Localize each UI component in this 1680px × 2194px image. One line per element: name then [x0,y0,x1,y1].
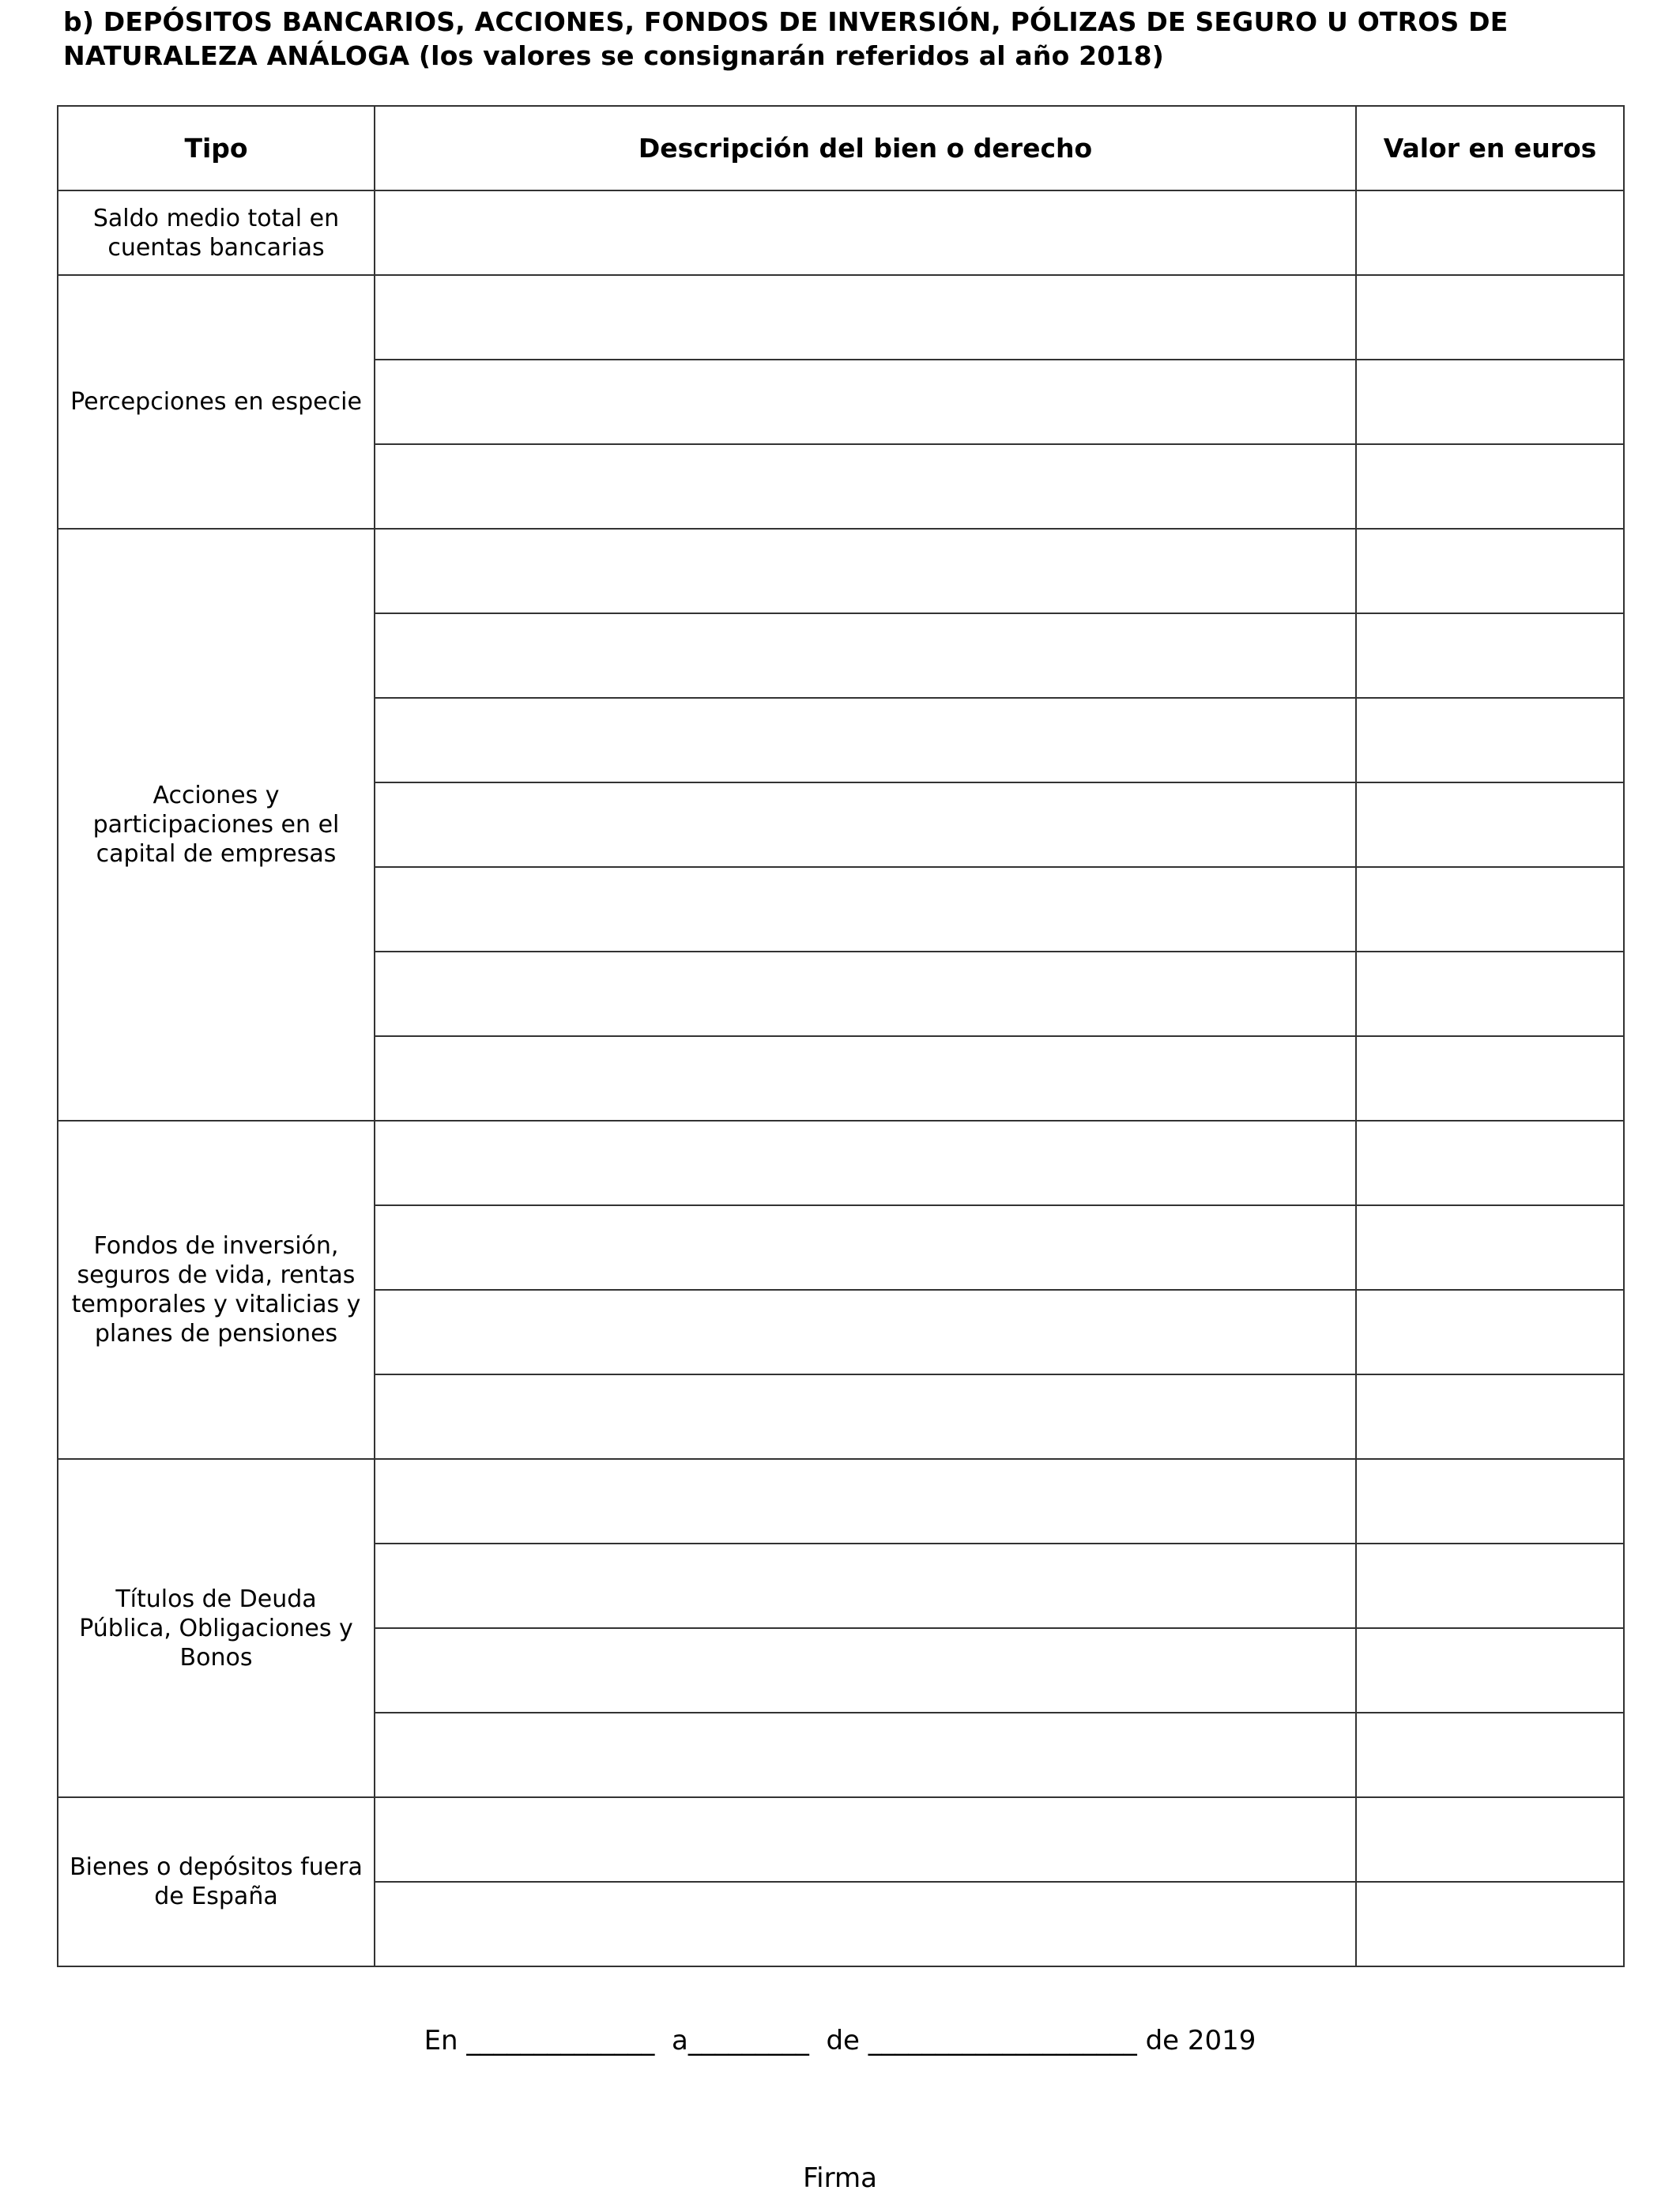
section-heading [63,5,1636,73]
valor-cell[interactable] [1356,190,1624,275]
table-row [58,275,1624,360]
valor-cell[interactable] [1356,698,1624,782]
descripcion-cell[interactable] [375,952,1356,1036]
descripcion-cell[interactable] [375,190,1356,275]
valor-cell[interactable] [1356,1036,1624,1121]
valor-cell[interactable] [1356,1882,1624,1966]
section-heading-line-2: NATURALEZA ANÁLOGA (los valores se consignarán referidos al año 2018) [63,40,1165,71]
descripcion-cell[interactable] [375,1205,1356,1290]
valor-cell[interactable] [1356,1544,1624,1628]
table-row [58,1459,1624,1544]
descripcion-cell[interactable] [375,1544,1356,1628]
signature-label: Firma [803,2162,877,2194]
descripcion-cell[interactable] [375,275,1356,360]
assets-table [57,105,1625,1967]
table-body [58,190,1624,1966]
descripcion-cell[interactable] [375,1628,1356,1713]
descripcion-cell[interactable] [375,1374,1356,1459]
descripcion-cell[interactable] [375,698,1356,782]
table-row [58,190,1624,275]
valor-cell[interactable] [1356,1628,1624,1713]
table-row [58,1121,1624,1205]
descripcion-cell[interactable] [375,1036,1356,1121]
descripcion-cell[interactable] [375,1713,1356,1797]
table-header-row [58,106,1624,190]
valor-cell[interactable] [1356,529,1624,613]
valor-cell[interactable] [1356,275,1624,360]
descripcion-cell[interactable] [375,444,1356,529]
valor-cell[interactable] [1356,1374,1624,1459]
table-row [58,1797,1624,1882]
tipo-label: Títulos de Deuda Pública, Obligaciones y Bonos [58,1459,375,1797]
valor-cell[interactable] [1356,1459,1624,1544]
valor-cell[interactable] [1356,952,1624,1036]
tipo-label: Acciones y participaciones en el capital de empresas [58,529,375,1121]
descripcion-cell[interactable] [375,1121,1356,1205]
tipo-label: Saldo medio total en cuentas bancarias [58,190,375,275]
descripcion-cell[interactable] [375,1797,1356,1882]
descripcion-cell[interactable] [375,867,1356,952]
valor-cell[interactable] [1356,867,1624,952]
valor-cell[interactable] [1356,782,1624,867]
descripcion-cell[interactable] [375,529,1356,613]
header-descripcion: Descripción del bien o derecho [375,106,1356,190]
table-row [58,529,1624,613]
descripcion-cell[interactable] [375,1290,1356,1374]
descripcion-cell[interactable] [375,1882,1356,1966]
valor-cell[interactable] [1356,1290,1624,1374]
descripcion-cell[interactable] [375,1459,1356,1544]
descripcion-cell[interactable] [375,782,1356,867]
valor-cell[interactable] [1356,444,1624,529]
valor-cell[interactable] [1356,613,1624,698]
descripcion-cell[interactable] [375,613,1356,698]
descripcion-cell[interactable] [375,360,1356,444]
valor-cell[interactable] [1356,1797,1624,1882]
place-date-line: En ______________ a_________ de ____________________ de 2019 [424,2025,1256,2056]
tipo-label: Fondos de inversión, seguros de vida, rentas temporales y vitalicias y planes de pensiones [58,1121,375,1459]
valor-cell[interactable] [1356,360,1624,444]
tipo-label: Bienes o depósitos fuera de España [58,1797,375,1966]
header-valor: Valor en euros [1356,106,1624,190]
valor-cell[interactable] [1356,1713,1624,1797]
header-tipo: Tipo [58,106,375,190]
section-heading-line-1: b) DEPÓSITOS BANCARIOS, ACCIONES, FONDOS DE INVERSIÓN, PÓLIZAS DE SEGURO U OTROS DE [63,6,1509,37]
valor-cell[interactable] [1356,1205,1624,1290]
tipo-label: Percepciones en especie [58,275,375,529]
valor-cell[interactable] [1356,1121,1624,1205]
